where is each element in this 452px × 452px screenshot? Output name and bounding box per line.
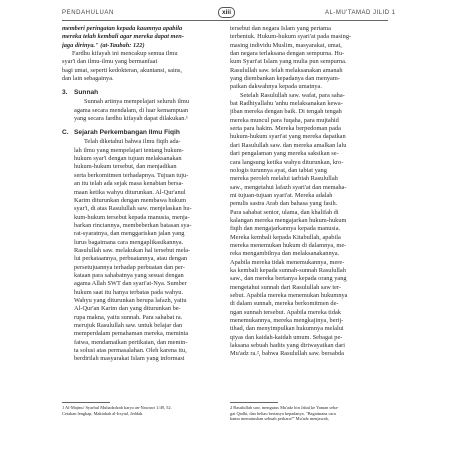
text-line: tersebut dan negara Islam yang pertama [230,25,331,32]
text-line: ta solusi atas permasalahan. Oleh karena itu, [74,347,187,355]
text-line: syar'i, di atas Rasulullah saw. menjelaskan hu- [74,205,192,213]
text-line: penulis sastra Arab dan bahasa yang fasih. [230,200,338,208]
text-line: reka mengambilnya dan melaksanakannya. [230,250,340,258]
text-line: dari Rasulullah saw. dan mereka amalkan lalu [230,141,347,149]
text-line: qiyas dan kaidah-kaidah umum. Sebagai pe- [230,333,343,341]
text-line: Rasulullah saw. melakukan hal tersebut mela- [74,246,191,254]
text-line: agama Allah SWT dan syari'at-Nya. Sumber [74,280,187,288]
text-line: syar'i dan ilmu-ilmu yang bermanfaat [62,58,158,66]
text-line: agama secara mendalam, di luar kemampuan [74,106,189,114]
section-heading-sunnah: 3. Sunnah [62,89,99,97]
text-line: dan negara terlaksana dengan sempurna. Hu- [230,50,345,58]
text-line: fiqih dan mengajarkannya kepada manusia. [230,225,341,233]
footnote-line: 1 Al-Majmu' Syarhul Muhadzdzab karya an-Nawawi 1/49, 52. [62,405,172,410]
text-line: saw., dan mereka bertanya kepada orang yang [230,275,347,283]
paragraph-right-2 [230,92,386,359]
right-column [230,25,386,359]
footnote-line: 2 Rasulullah saw. mengutus Mu'adz bin Jabal ke Yaman seba- [230,405,339,410]
text-line: mi tujuan-tujuan syari'at. Mereka adalah [230,191,333,199]
text-line: Rasulullah saw. telah melaksanakan amanah [230,66,343,74]
text-line: rat-syaratnya, dan menggariskan jalan yang [74,230,185,238]
text-line: kataan para sahabatnya yang sesuai dengan [74,271,184,279]
text-line: merujuk Rasulullah saw. untuk belajar dan [74,322,183,329]
text-line: Telah diketahui bahwa ilmu fiqih ada- [84,138,181,146]
text-line: hukum-hukum syari'at yang mereka dapatkan [230,133,346,141]
text-line: Mereka kembali kepada Kitabullah, apabila [230,233,341,241]
text-line: persetujuannya terhadap perbuatan dan per- [74,263,185,271]
text-line: Al-Qur'an Karim dan yang diturunkan be- [74,305,181,313]
page-header [0,0,452,26]
text-line: nologis turunnya ayat, dan tabiat yang [230,166,327,174]
footnote-left [62,405,218,416]
text-line: cara langsung ketika wahyu diturunkan, kro- [230,158,344,166]
text-line: hukum syar'i dengan tujuan melaksanakan [74,155,182,163]
footnote-line: kamu memutuskan sebuah perkara?" Mu'adz menjawab, [230,416,329,422]
text-line: kum Syari'at Islam yang mulia pun sempurna. [230,58,347,66]
text-line: jiban mereka dengan baik. Di tengah tengah [230,108,342,116]
quote-line: mereka telah kembali agar mereka dapat men- [62,33,184,41]
left-column [62,25,218,364]
text-line: di dalam sunnah, mereka berkomitmen de- [230,300,339,308]
text-line: dari pengalaman yang mereka saksikan se- [230,150,339,158]
quote-line: memberi peringatan kepada kaumnya apabila [62,25,183,32]
text-line: fatwa, mendamaikan pertikaian, dan memin- [74,338,188,346]
paragraph-fardhu-kifayah [62,50,218,83]
text-line: mereka peroleh melalui tarbiah Rasulullah [230,175,338,183]
text-line: Para sahabat senior, ulama, dan khalifah di [230,208,339,216]
paragraph-sunnah [62,98,218,123]
text-line: yang secara fardhu kifayah dapat dilakukan.¹ [74,115,188,123]
text-line: bat Radhiyallahu 'anhu melaksanakan kewa- [230,100,343,108]
text-line: mereka muncul para fuqaha, para mujtahid [230,116,339,124]
text-line: bagi umat, seperti kedokteran, akuntansi, sains, [62,66,182,74]
footnote-rule-right [230,402,278,403]
text-line: Wahyu yang diturunkan berupa lafazh, yaitu [74,296,187,304]
text-line: memperdalam pemahaman mereka, meminta [74,330,189,338]
quote-line: jaga dirinya." (at-Taubah: 122) [62,41,145,49]
text-line: serta para hakim. Mereka berpedoman pada [230,125,341,133]
text-line: laksana sebuah hadits yang diriwayatkan dari [230,342,346,350]
text-line: hukum-hukum tersebut, dan menjadikan [74,163,177,171]
text-line: kum-hukum tersebut kepada manusia, menja- [74,213,190,221]
text-line: tihad, dan menyimpulkan hukumnya melalui [230,325,344,333]
text-line: berdirilah masyarakat Islam yang informasi [74,355,185,363]
text-line: lui perkataannya, perbuatannya, atau dengan [74,255,188,263]
text-line: mereka menemukan hukum di dalamnya, me- [230,241,347,249]
footnote-rule-left [62,402,110,403]
text-line: Fardhu kifayah ini mencakup semua ilmu [72,50,178,58]
text-line: hukum saat itu hanya terbatas pada wahyu. [74,288,184,296]
text-line: menemukannya, mereka mengkajinya, berij- [230,317,344,325]
text-line: Mu'adz ra.², bahwa Rasulullah saw. bersabda [230,350,344,358]
paragraph-right-1 [230,25,386,92]
text-line: masing individu Muslim, masyarakat, umat, [230,41,342,49]
text-line: Apabila mereka tidak menemukannya, mere- [230,258,345,266]
text-line: kalangan mereka mengajarkan hukum-hukum [230,216,347,224]
text-line: ka kembali kepada sunnah-sunnah Rasulullah [230,266,346,274]
text-line: lah ilmu yang mempelajari tentang hukum- [74,146,184,154]
text-line: serta berkomitmen terhadapnya. Tujuan tuju- [74,171,189,179]
text-line: maan ketika wahyu diturunkan. Al-Qur'anul [74,188,186,196]
footnote-line: Cetakan lengkap, Maktabah al-Irsyad, Jeddah. [62,410,144,416]
text-line: Karim diturunkan dengan membawa hukum [74,196,187,204]
section-heading-history: C. Sejarah Perkembangan Ilmu Fiqih [62,129,180,137]
paragraph-history [62,138,218,363]
text-line: Sunnah artinya mempelajari seluruh ilmu [84,98,189,106]
running-head-right: AL-MU'TAMAD JILID 1 [325,10,396,16]
text-line: terbentuk. Hukum-hukum syari'at pada masing- [230,33,352,41]
text-line: yang diembankan kepadanya dan menyam- [230,75,340,83]
text-line: paikan dakwahnya kepada umatnya. [230,83,322,91]
quote-block [62,25,218,50]
text-line: saw., mengetahui lafazh syari'at dan memaha- [230,183,347,191]
text-line: an itu telah ada sejak masa kenabian bersa- [74,180,184,188]
text-line: barkan rinciannya, membeberkan batasan sya- [74,221,192,229]
text-line: ngan sunnah tersebut. Apabila mereka tidak [230,308,341,316]
footnote-line: gai Qadhi, dan beliau bertanya kepadanya, "Bagaimana cara [230,410,336,416]
text-line: mengetahui sunnah dari Rasulullah saw ter- [230,283,342,291]
header-rule [62,20,388,21]
running-head-left: PENDAHULUAN [62,10,114,16]
page-number: xiii [218,7,235,18]
text-line: lurus bagaimana cara mengaplikasikannya. [74,238,184,246]
footnote-right [230,405,386,422]
text-line: Setelah Rasulullah saw. wafat, para saha- [240,91,345,99]
text-line: sebut. Apabila mereka menemukan hukumnya [230,292,348,299]
text-line: dan lain sebagainya. [62,75,114,83]
text-line: rupa makna, yaitu sunnah. Para sahabat ra. [74,313,183,321]
